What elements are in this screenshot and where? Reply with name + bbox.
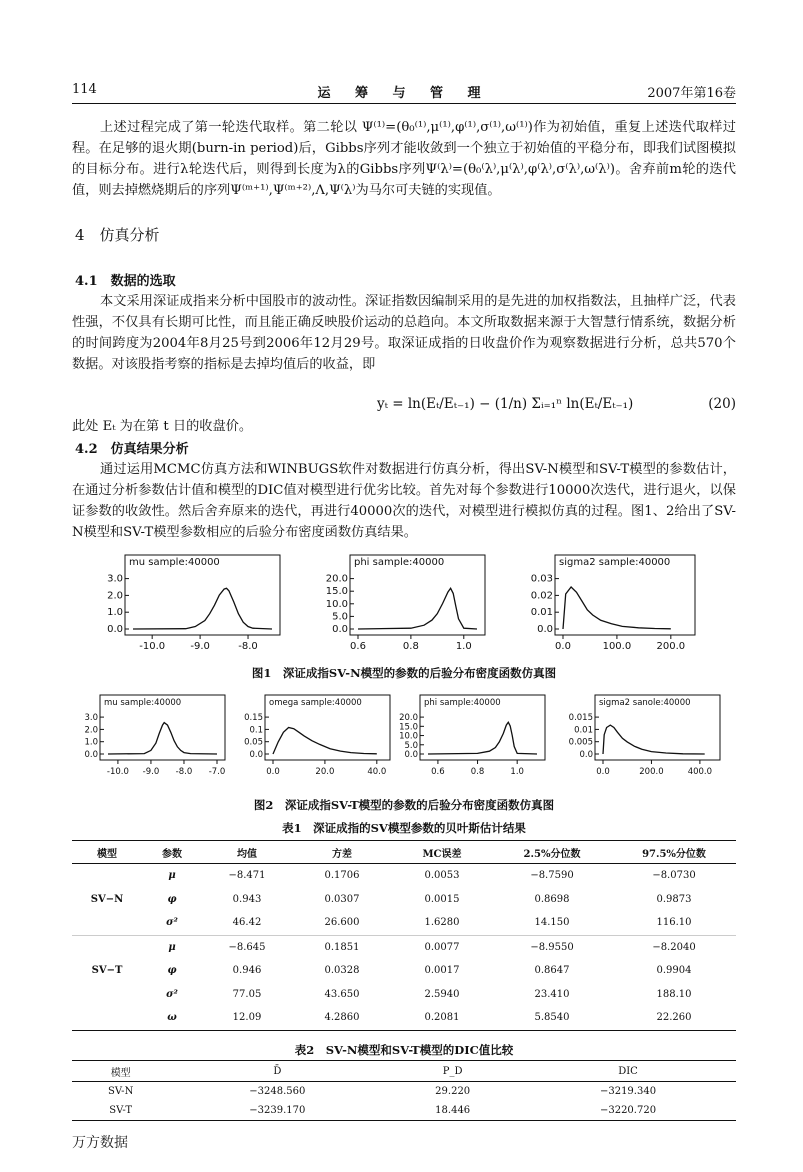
- value-cell: 1.6280: [392, 911, 492, 935]
- y-tick-label: 0.0: [579, 750, 593, 760]
- table-header-row: [72, 1061, 736, 1082]
- y-tick-label: 0.01: [574, 725, 593, 736]
- y-tick-label: 0.0: [332, 624, 348, 635]
- figure-1-caption: 图1 深证成指SV-N模型的参数的后验分布密度函数仿真图: [251, 666, 557, 680]
- table-row: [72, 983, 736, 1007]
- x-tick-label: 0.6: [431, 767, 445, 777]
- y-tick-label: 10.0: [325, 598, 348, 610]
- param-cell: φ: [167, 893, 177, 905]
- value-cell: −8.645: [228, 941, 266, 953]
- value-cell: 0.9904: [656, 965, 692, 977]
- value-cell: −8.2040: [652, 941, 696, 953]
- chart-title: mu sample:40000: [129, 557, 220, 568]
- value-cell: 0.0328: [324, 965, 360, 977]
- y-tick-label: 1.0: [107, 607, 123, 619]
- chart-title: phi sample:40000: [424, 698, 501, 708]
- model-cell: [72, 911, 142, 935]
- model-cell: [72, 983, 142, 1007]
- y-tick-label: 0.015: [568, 713, 593, 724]
- value-cell: 0.0307: [324, 893, 360, 905]
- value-cell: 0.8698: [534, 893, 570, 905]
- table-row: [72, 864, 736, 888]
- y-tick-label: 0.15: [244, 713, 263, 724]
- value-cell: 0.0017: [424, 965, 460, 977]
- y-tick-label: 5.0: [404, 740, 418, 751]
- table-header-cell: 2.5%分位数: [492, 841, 612, 864]
- y-tick-label: 3.0: [84, 713, 98, 724]
- model-cell: SV-T: [72, 1101, 169, 1121]
- paragraph-4-2: 通过运用MCMC仿真方法和WINBUGS软件对数据进行仿真分析，得出SV-N模型和SV-T模型的参数估计，在通过分析参数估计值和模型的DIC值对模型进行优劣比较。首先对每个参数进行10000次迭代，进行退火，以保证参数的收敛性。然后舍弃原来的迭代，再进行40000次的迭代，对模型进行模拟仿真的过程。图1、2给出了SV-N模型和SV-T模型参数相应的后验分布密度函数仿真结果。: [72, 462, 736, 540]
- chart-4: [84, 695, 225, 777]
- table-header-cell: 均值: [202, 841, 292, 864]
- table-row: [72, 888, 736, 912]
- equation-note: 此处 Eₜ 为在第 t 日的收盘价。: [72, 419, 253, 434]
- y-tick-label: 0.005: [568, 737, 593, 748]
- y-tick-label: 0.02: [530, 590, 553, 602]
- subsection-heading-4-2: 4.2 仿真结果分析: [75, 442, 189, 457]
- density-curve: [428, 722, 537, 754]
- table-header-cell: P_D: [385, 1061, 520, 1082]
- y-tick-label: 5.0: [332, 611, 348, 623]
- x-tick-label: -10.0: [139, 641, 166, 652]
- chart-title: omega sample:40000: [269, 698, 362, 708]
- chart-2: [326, 555, 485, 652]
- table-header-cell: 模型: [72, 841, 142, 864]
- journal-name: 运 筹 与 管 理: [317, 86, 491, 101]
- chart-title: mu sample:40000: [104, 698, 182, 708]
- chart-title: sigma2 sample:40000: [559, 557, 671, 568]
- value-cell: 14.150: [492, 911, 612, 935]
- value-cell: 116.10: [612, 911, 736, 935]
- value-cell: 0.1706: [324, 870, 360, 882]
- density-curve: [273, 728, 377, 755]
- table-2-title: 表2 SV-N模型和SV-T模型的DIC值比较: [294, 1043, 514, 1057]
- paragraph-4-1: 本文采用深证成指来分析中国股市的波动性。深证指数因编制采用的是先进的加权指数法，且抽样广泛，代表性强，不仅具有长期可比性，而且能正确反映股价运动的总趋向。本文所取数据来源于大智慧行情系统，数据分析的时间跨度为2004年8月25号到2006年12月29号。取深证成指的日收盘价作为观察数据进行分析，总共570个数据。对该股指考察的指标是去掉均值后的收益，即: [72, 294, 736, 372]
- table-row: [72, 1006, 736, 1030]
- param-cell: ω: [142, 1006, 202, 1030]
- table-row: [72, 959, 736, 983]
- x-tick-label: -8.0: [175, 767, 193, 777]
- table-header-cell: D̄: [169, 1061, 385, 1082]
- equation-body: yₜ = ln(Eₜ/Eₜ₋₁) − (1/n) Σᵢ₌₁ⁿ ln(Eₜ/Eₜ₋₁): [377, 396, 634, 412]
- x-tick-label: -9.0: [142, 767, 160, 777]
- table-row: [72, 911, 736, 935]
- table-header-cell: MC误差: [392, 841, 492, 864]
- y-tick-label: 0.0: [107, 624, 123, 635]
- x-tick-label: -7.0: [208, 767, 226, 777]
- value-cell: 0.0077: [424, 941, 460, 953]
- chart-5: [244, 695, 390, 777]
- y-tick-label: 2.0: [84, 725, 98, 736]
- model-cell: [72, 935, 142, 959]
- value-cell: 0.946: [232, 965, 262, 977]
- y-tick-label: 20.0: [399, 713, 418, 724]
- model-cell: SV−T: [91, 965, 123, 977]
- table-header-cell: 方差: [292, 841, 392, 864]
- table-1: [72, 840, 736, 1031]
- table-2: [72, 1060, 736, 1121]
- page-number: 114: [72, 82, 97, 97]
- table-header-cell: 参数: [142, 841, 202, 864]
- x-tick-label: 0.6: [350, 641, 366, 652]
- density-curve: [358, 588, 477, 629]
- value-cell: 26.600: [292, 911, 392, 935]
- table-header-cell: 97.5%分位数: [612, 841, 736, 864]
- figure-2-caption: 图2 深证成指SV-T模型的参数的后验分布密度函数仿真图: [253, 798, 555, 812]
- value-cell: 5.8540: [492, 1006, 612, 1030]
- value-cell: 0.8647: [534, 965, 570, 977]
- value-cell: −3239.170: [169, 1101, 385, 1121]
- value-cell: 22.260: [612, 1006, 736, 1030]
- param-cell: μ: [168, 870, 176, 882]
- y-tick-label: 15.0: [325, 586, 348, 598]
- y-tick-label: 0.0: [84, 750, 98, 760]
- x-tick-label: 0.8: [470, 767, 485, 777]
- value-cell: 0.9873: [656, 893, 692, 905]
- value-cell: 77.05: [232, 988, 262, 1000]
- y-tick-label: 15.0: [399, 722, 418, 733]
- density-curve: [108, 723, 217, 754]
- x-tick-label: 0.0: [266, 767, 280, 777]
- density-curve: [603, 725, 705, 754]
- value-cell: 4.2860: [292, 1006, 392, 1030]
- param-cell: σ²: [166, 988, 178, 1000]
- value-cell: 12.09: [202, 1006, 292, 1030]
- y-tick-label: 0.1: [249, 725, 263, 736]
- value-cell: 29.220: [435, 1086, 471, 1097]
- chart-title: sigma2 sanole:40000: [599, 698, 691, 708]
- value-cell: −3220.720: [520, 1101, 736, 1121]
- chart-1: [107, 555, 280, 652]
- value-cell: 0.943: [232, 893, 262, 905]
- table-header-row: [72, 841, 736, 864]
- x-tick-label: 100.0: [602, 641, 632, 652]
- y-tick-label: 0.0: [249, 750, 263, 760]
- value-cell: −8.0730: [652, 870, 696, 882]
- watermark-footer: 万方数据: [72, 1135, 128, 1151]
- value-cell: 0.0015: [424, 893, 460, 905]
- param-cell: φ: [167, 965, 177, 977]
- equation-number: (20): [708, 396, 736, 412]
- model-cell: SV−N: [90, 893, 124, 905]
- section-heading: 4 仿真分析: [75, 226, 160, 244]
- model-cell: SV-N: [108, 1086, 134, 1097]
- value-cell: 43.650: [324, 988, 360, 1000]
- value-cell: −8.471: [228, 870, 266, 882]
- table-header-cell: DIC: [520, 1061, 736, 1082]
- density-curve: [563, 587, 671, 629]
- value-cell: 0.2081: [392, 1006, 492, 1030]
- x-tick-label: -10.0: [106, 767, 129, 777]
- y-tick-label: 0.01: [530, 607, 553, 619]
- subsection-heading-4-1: 4.1 数据的选取: [75, 274, 176, 289]
- x-tick-label: 1.0: [510, 767, 524, 777]
- chart-title: phi sample:40000: [354, 557, 445, 568]
- chart-6: [399, 695, 545, 777]
- y-tick-label: 0.03: [530, 573, 553, 585]
- value-cell: 46.42: [202, 911, 292, 935]
- value-cell: −8.9550: [530, 941, 574, 953]
- year-volume: 2007年第16卷: [647, 86, 736, 101]
- x-tick-label: -8.0: [238, 641, 258, 652]
- y-tick-label: 2.0: [107, 590, 123, 602]
- value-cell: 18.446: [385, 1101, 520, 1121]
- y-tick-label: 3.0: [107, 573, 123, 585]
- x-tick-label: 0.8: [402, 641, 419, 652]
- y-tick-label: 1.0: [84, 737, 98, 748]
- value-cell: 23.410: [534, 988, 570, 1000]
- value-cell: 188.10: [656, 988, 692, 1000]
- model-cell: [72, 1006, 142, 1030]
- model-cell: [72, 864, 142, 888]
- x-tick-label: 0.0: [596, 767, 610, 777]
- table-row: [72, 935, 736, 959]
- x-tick-label: -9.0: [190, 641, 210, 652]
- y-tick-label: 0.0: [404, 750, 418, 760]
- chart-3: [531, 555, 695, 652]
- param-cell: μ: [168, 941, 176, 953]
- table-header-cell: 模型: [72, 1061, 169, 1082]
- value-cell: 0.0053: [424, 870, 460, 882]
- value-cell: −3248.560: [249, 1086, 306, 1097]
- x-tick-label: 40.0: [367, 767, 387, 777]
- x-tick-label: 0.0: [555, 641, 571, 652]
- y-tick-label: 20.0: [325, 573, 348, 585]
- x-tick-label: 200.0: [639, 767, 664, 777]
- value-cell: 0.1851: [324, 941, 360, 953]
- y-tick-label: 0.0: [537, 624, 553, 635]
- value-cell: −8.7590: [530, 870, 574, 882]
- table-row: [72, 1082, 736, 1102]
- value-cell: 2.5940: [424, 988, 460, 1000]
- y-tick-label: 10.0: [399, 731, 418, 742]
- x-tick-label: 1.0: [455, 641, 472, 652]
- table-1-title: 表1 深证成指的SV模型参数的贝叶斯估计结果: [282, 821, 526, 835]
- x-tick-label: 200.0: [656, 641, 686, 652]
- density-curve: [133, 588, 272, 629]
- x-tick-label: 400.0: [687, 767, 713, 777]
- value-cell: −3219.340: [599, 1086, 657, 1097]
- x-tick-label: 20.0: [315, 767, 335, 777]
- table-row: [72, 1101, 736, 1121]
- intro-paragraph: 上述过程完成了第一轮迭代取样。第二轮以 Ψ⁽¹⁾=(θ₀⁽¹⁾,μ⁽¹⁾,φ⁽¹⁾,σ⁽¹⁾,ω⁽¹⁾)作为初始值，重复上述迭代取样过程。在足够的退火期(burn-in period)后，Gibbs序列才能收敛到一个独立于初始值的平稳分布，即我们试图模拟的目标分布。进行λ轮迭代后，则得到长度为λ的Gibbs序列Ψ⁽λ⁾=(θ₀⁽λ⁾,μ⁽λ⁾,φ⁽λ⁾,σ⁽λ⁾,ω⁽λ⁾)。舍弃前m轮的迭代值，则去掉燃烧期后的序列Ψ⁽ᵐ⁺¹⁾,Ψ⁽ᵐ⁺²⁾,Λ,Ψ⁽λ⁾为马尔可夫链的实现值。: [72, 120, 736, 198]
- param-cell: σ²: [142, 911, 202, 935]
- y-tick-label: 0.05: [244, 737, 263, 748]
- chart-7: [569, 695, 720, 777]
